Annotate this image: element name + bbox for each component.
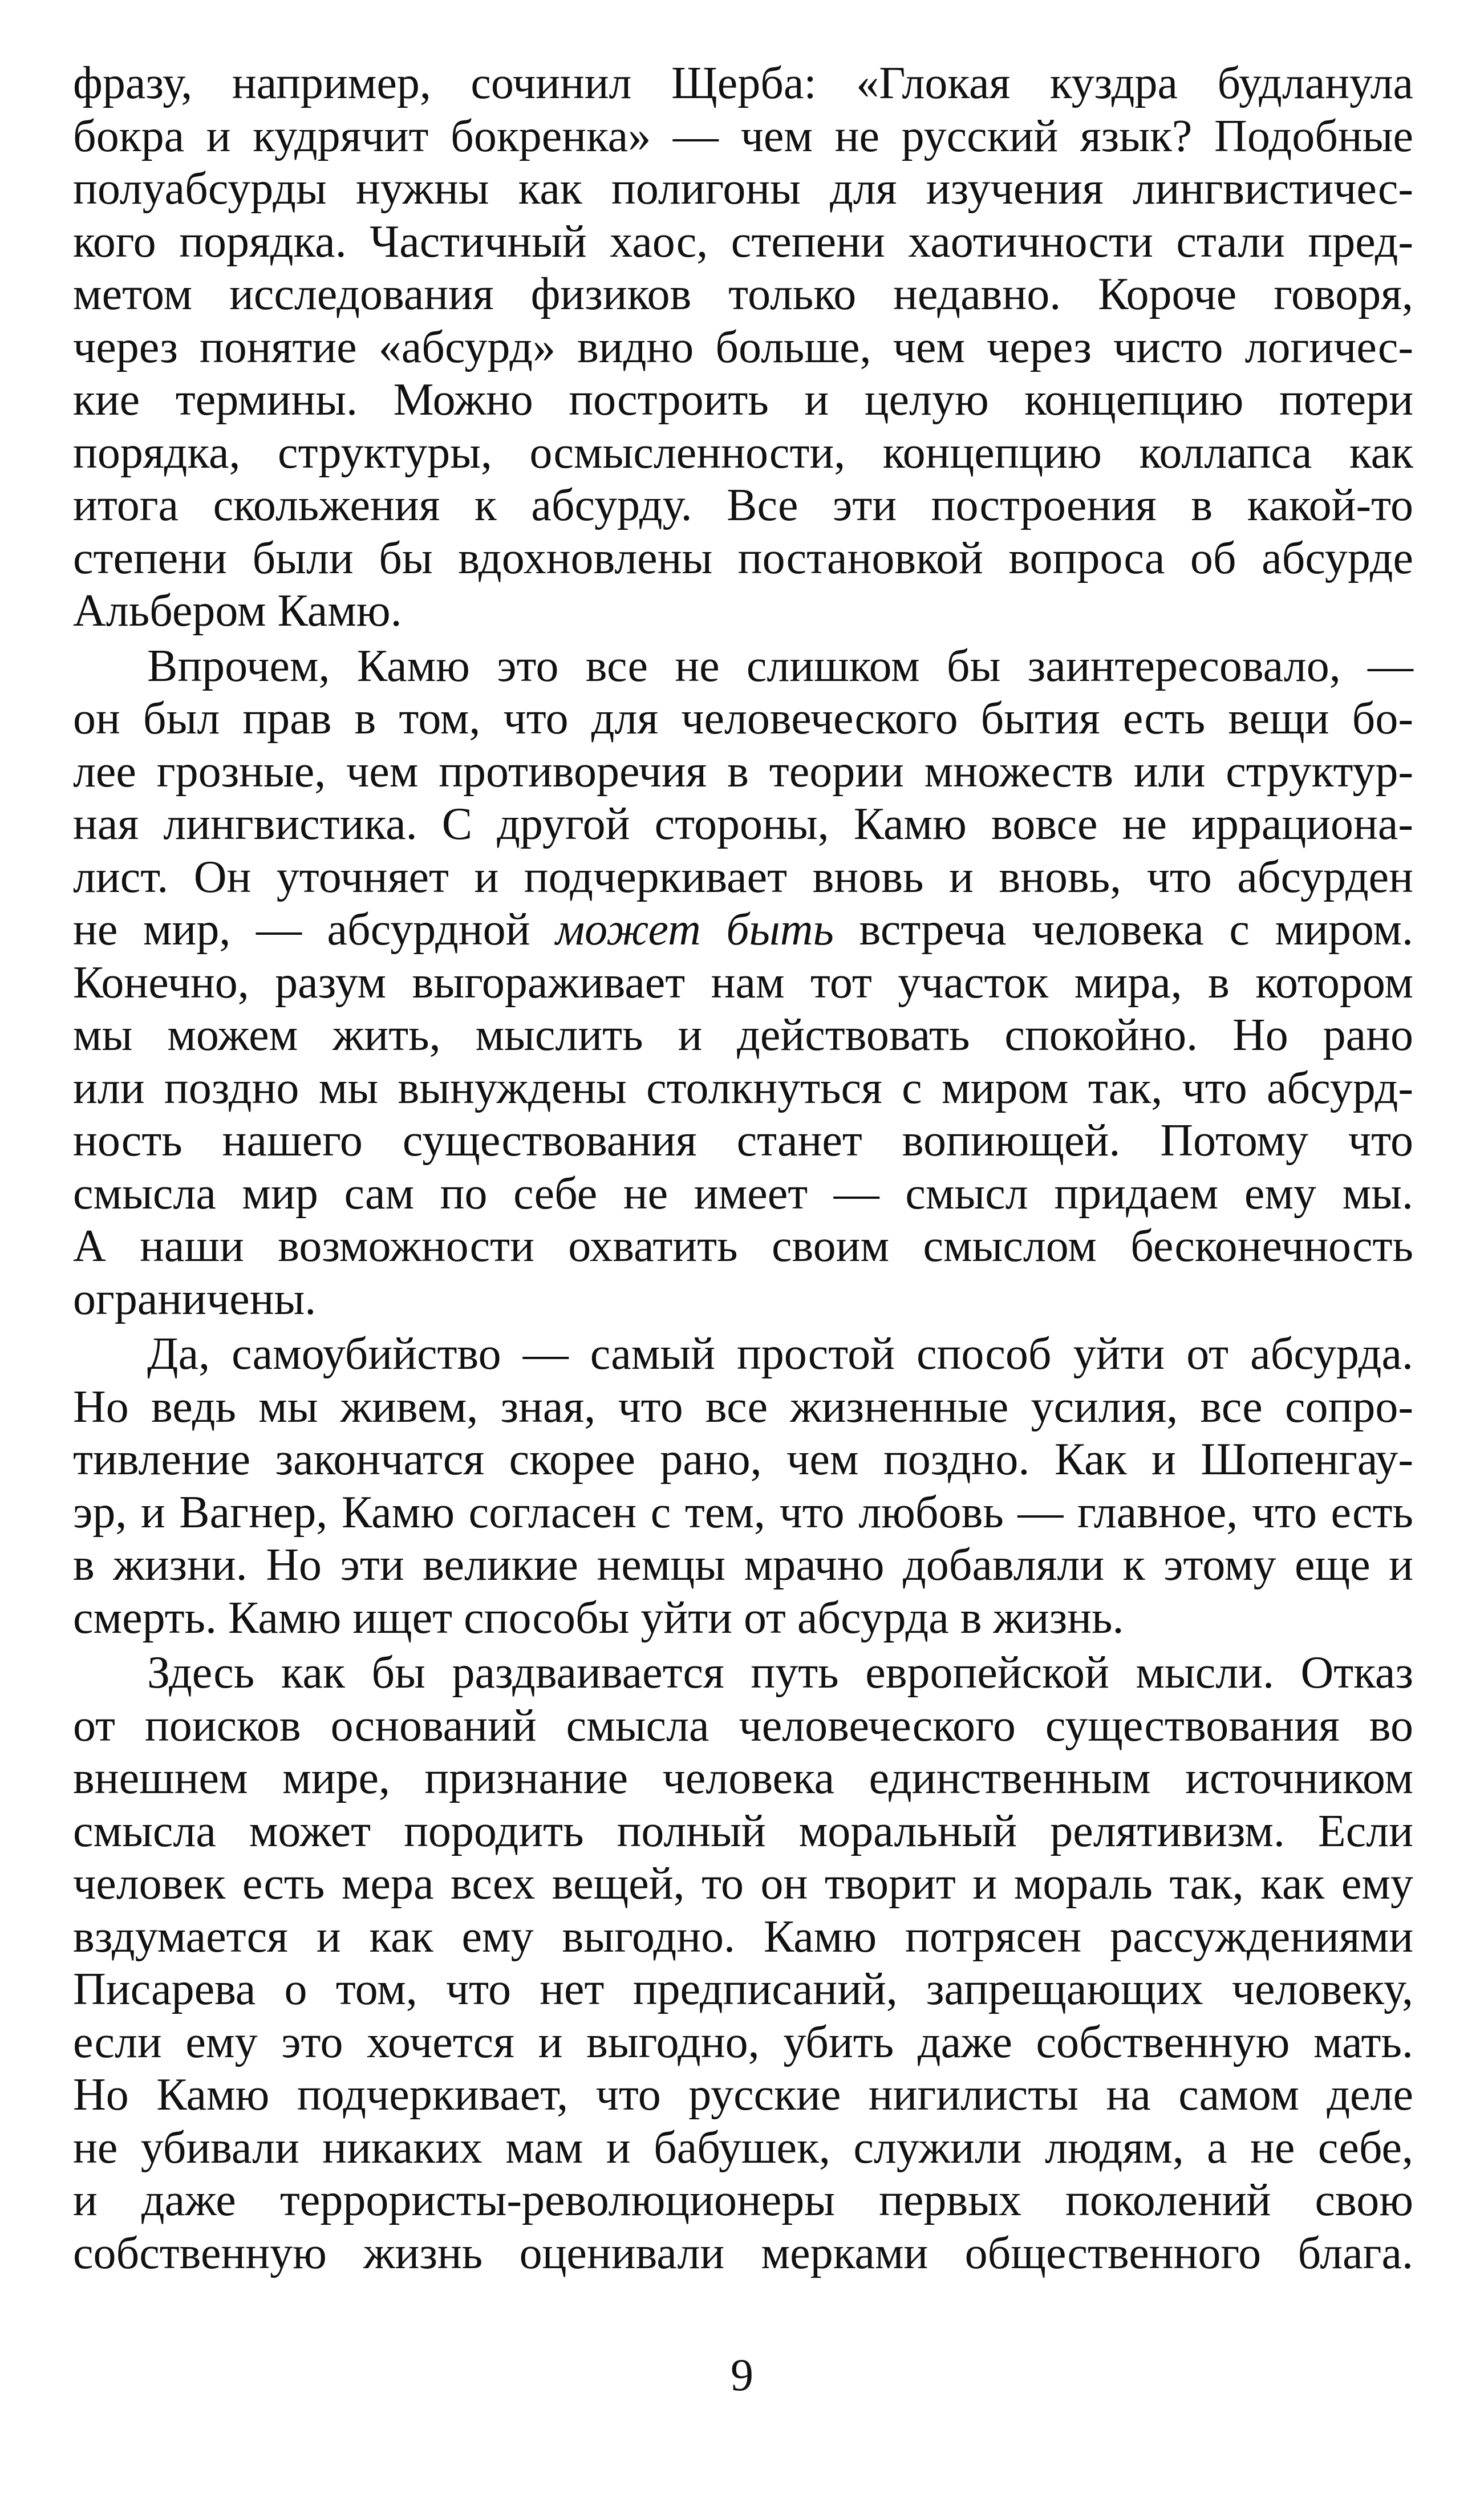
text-line: тивление закончатся скорее рано, чем поздно. Как и Шопенгау- [73, 1434, 1413, 1485]
text-line: Писарева о том, что нет предписаний, запрещающих человеку, [73, 1964, 1413, 2014]
text-line: мы можем жить, мыслить и действовать спокойно. Но рано [73, 1010, 1413, 1060]
text-line: собственную жизнь оценивали мерками общественного блага. [73, 2228, 1413, 2278]
emphasis: может быть [556, 905, 834, 955]
text-line: бокра и кудрячит бокренка» — чем не русский язык? Подобные [73, 111, 1413, 161]
text-line: смысла мир сам по себе не имеет — смысл придаем ему мы. [73, 1168, 1413, 1219]
text-line: не убивали никаких мам и бабушек, служили людям, а не себе, [73, 2122, 1413, 2173]
text-line: эр, и Вагнер, Камю согласен с тем, что любовь — главное, что есть [73, 1487, 1413, 1538]
text-line: ная лингвистика. С другой стороны, Камю вовсе не иррациона- [73, 799, 1413, 849]
text-line: или поздно мы вынуждены столкнуться с миром так, что абсурд- [73, 1063, 1413, 1113]
text-line: вздумается и как ему выгодно. Камю потрясен рассуждениями [73, 1911, 1413, 1962]
page-body [73, 57, 1413, 2280]
paragraph-1 [73, 57, 1413, 638]
text-line: от поисков оснований смысла человеческого существования во [73, 1700, 1413, 1751]
text-line: порядка, структуры, осмысленности, концепцию коллапса как [73, 427, 1413, 478]
text-line: смысла может породить полный моральный релятивизм. Если [73, 1806, 1413, 1856]
text-line: полуабсурды нужны как полигоны для изучения лингвистичес- [73, 164, 1413, 214]
paragraph-4 [73, 1647, 1413, 2280]
text-line: кие термины. Можно построить и целую концепцию потери [73, 375, 1413, 425]
text-line: лее грозные, чем противоречия в теории множеств или структур- [73, 746, 1413, 797]
text-line: Альбером Камю. [73, 586, 402, 636]
text-line: Здесь как бы раздваивается путь европейской мысли. Отказ [147, 1648, 1413, 1698]
text-line: лист. Он уточняет и подчеркивает вновь и вновь, что абсурден [73, 851, 1413, 902]
text-line: и даже террористы-революционеры первых поколений свою [73, 2175, 1413, 2225]
text-line: внешнем мире, признание человека единственным источником [73, 1753, 1413, 1803]
text-line: Конечно, разум выгораживает нам тот участок мира, в котором [73, 957, 1413, 1008]
paragraph-3 [73, 1328, 1413, 1644]
text-line: через понятие «абсурд» видно больше, чем через чисто логичес- [73, 322, 1413, 372]
text-line: ность нашего существования станет вопиющей. Потому что [73, 1116, 1413, 1166]
text-line: если ему это хочется и выгодно, убить даже собственную мать. [73, 2017, 1413, 2067]
text-line: Но Камю подчеркивает, что русские нигилисты на самом деле [73, 2070, 1413, 2120]
text-line: он был прав в том, что для человеческого бытия есть вещи бо- [73, 694, 1413, 744]
text-line: смерть. Камю ищет способы уйти от абсурда в жизнь. [73, 1592, 1124, 1643]
text-line: в жизни. Но эти великие немцы мрачно добавляли к этому еще и [73, 1540, 1413, 1590]
text-line: Впрочем, Камю это все не слишком бы заинтересовало, — [147, 640, 1413, 691]
text-line: А наши возможности охватить своим смыслом бесконечность [73, 1221, 1413, 1271]
page-number: 9 [731, 2350, 753, 2400]
text-line: Да, самоубийство — самый простой способ уйти от абсурда. [147, 1329, 1413, 1379]
text-line: кого порядка. Частичный хаос, степени хаотичности стали пред- [73, 216, 1413, 267]
text-line: фразу, например, сочинил Щерба: «Глокая куздра будланула [73, 58, 1413, 108]
text-line: итога скольжения к абсурду. Все эти построения в какой-то [73, 480, 1413, 530]
text-line: человек есть мера всех вещей, то он творит и мораль так, как ему [73, 1859, 1413, 1909]
text-line: Но ведь мы живем, зная, что все жизненные усилия, все сопро- [73, 1381, 1413, 1432]
text-line: ограничены. [73, 1274, 317, 1324]
text-line: степени были бы вдохновлены постановкой вопроса об абсурде [73, 533, 1413, 583]
paragraph-2 [73, 640, 1413, 1326]
text-line: метом исследования физиков только недавно. Короче говоря, [73, 269, 1413, 319]
text-line: не мир, — абсурдной может быть встреча человека с миром. [73, 905, 1413, 955]
